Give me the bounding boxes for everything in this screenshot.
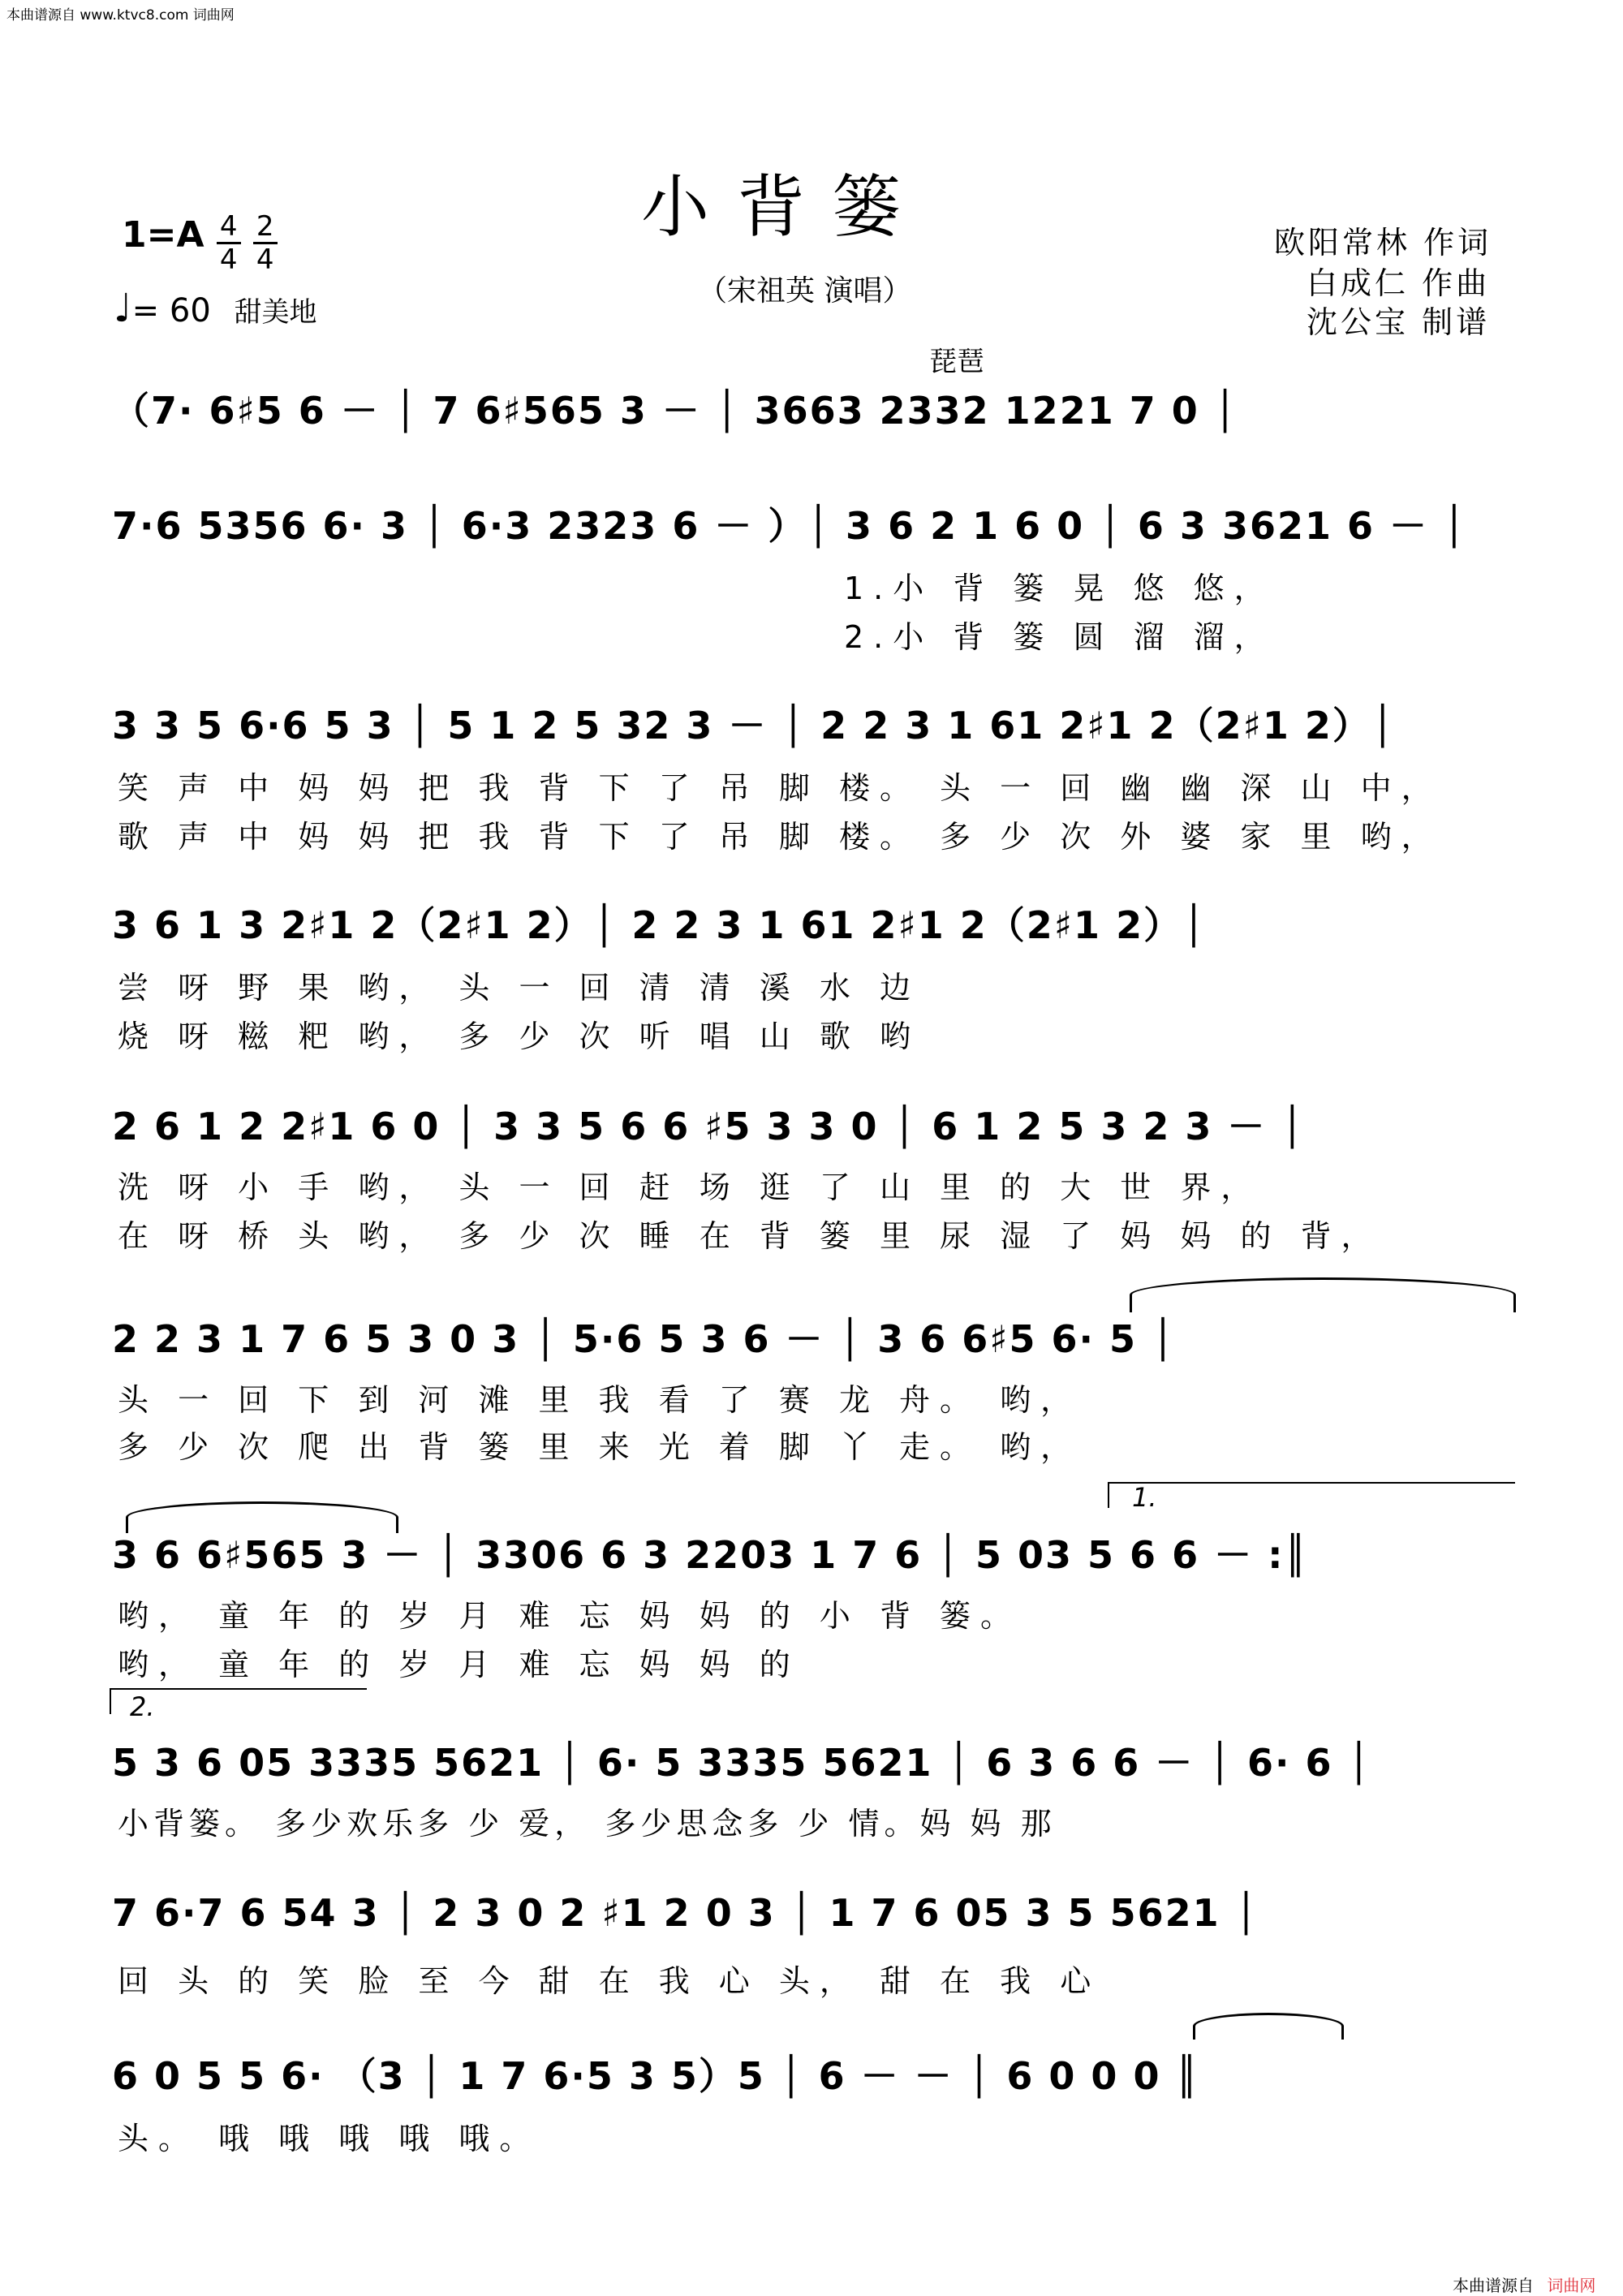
score-row-7-lyrics-2: 哟， 童 年 的 岁 月 难 忘 妈 妈 的 [118, 1647, 800, 1682]
score-row-9-lyrics-1: 回 头 的 笑 脸 至 今 甜 在 我 心 头， 甜 在 我 心 [118, 1963, 1101, 1999]
score-row-8-lyrics-1: 小背篓。 多少欢乐多 少 爱， 多少思念多 少 情。妈 妈 那 [118, 1806, 1057, 1842]
slur [126, 1501, 398, 1533]
volta-1-label: 1. [1132, 1482, 1157, 1513]
score-row-4-lyrics-1: 尝 呀 野 果 哟， 头 一 回 清 清 溪 水 边 [118, 970, 920, 1006]
quarter-note-icon: ♩ [114, 286, 132, 331]
volta-2-label: 2. [130, 1691, 155, 1722]
score-row-6-notes: 2 2 3 1 7 6 5 3 0 3 │ 5·6 5 3 6 － │ 3 6 6♯5 6· 5 │ [112, 1317, 1176, 1361]
score-row-10-lyrics-1: 头。 哦 哦 哦 哦 哦。 [118, 2121, 540, 2156]
slur [1193, 2013, 1344, 2040]
score-row-9-notes: 7 6·7 6 54 3 │ 2 3 0 2 ♯1 2 0 3 │ 1 7 6 05 3 5 5621 │ [112, 1891, 1259, 1935]
score-row-6-lyrics-2: 多 少 次 爬 出 背 篓 里 来 光 着 脚 丫 走。 哟， [118, 1429, 1082, 1465]
watermark-top: 本曲谱源自 www.ktvc8.com 词曲网 [6, 7, 235, 24]
volta-1-bracket [1108, 1482, 1515, 1508]
score-row-2-lyrics-2: 2.小 背 篓 圆 溜 溜， [844, 619, 1275, 655]
score-row-5-lyrics-1: 洗 呀 小 手 哟， 头 一 回 赶 场 逛 了 山 里 的 大 世 界， [118, 1170, 1262, 1205]
watermark-bottom: 本曲谱源自 词曲网 [1453, 2276, 1596, 2295]
key-label: 1=A [122, 214, 204, 256]
expression-marking: 甜美地 [234, 296, 317, 329]
performer: （宋祖英 演唱） [698, 274, 912, 308]
score-row-8-notes: 5 3 6 05 3335 5621 │ 6· 5 3335 5621 │ 6 3 6 6 － │ 6· 6 │ [112, 1741, 1372, 1785]
time-signature-44: $\frac{4}{4}$ [217, 213, 241, 274]
credit-lyricist: 欧阳常林 作词 [1274, 225, 1492, 261]
key-signature-block [122, 210, 278, 276]
score-row-5-lyrics-2: 在 呀 桥 头 哟， 多 少 次 睡 在 背 篓 里 尿 湿 了 妈 妈 的 背， [118, 1218, 1382, 1254]
score-row-7-notes: 3 6 6♯565 3 － │ 3306 6 3 2203 1 7 6 │ 5 03 5 6 6 － :║ [112, 1533, 1309, 1577]
tempo-marking: ♩= 60 甜美地 [114, 286, 317, 331]
score-row-5-notes: 2 6 1 2 2♯1 6 0 │ 3 3 5 6 6 ♯5 3 3 0 │ 6 1 2 5 3 2 3 － │ [112, 1105, 1306, 1148]
credit-composer: 白成仁 作曲 [1307, 265, 1491, 301]
score-row-3-notes: 3 3 5 6·6 5 3 │ 5 1 2 5 32 3 － │ 2 2 3 1 61 2♯1 2（2♯1 2）│ [112, 704, 1396, 747]
score-row-2-lyrics-1: 1.小 背 篓 晃 悠 悠， [844, 571, 1275, 606]
slur [1130, 1277, 1516, 1312]
score-row-10-notes: 6 0 5 5 6· （3 │ 1 7 6·5 3 5）5 │ 6 － － │ 6 0 0 0 ║ [112, 2054, 1200, 2098]
instrument-mark: 琵琶 [929, 346, 984, 378]
score-row-2-notes: 7·6 5356 6· 3 │ 6·3 2323 6 － ）│ 3 6 2 1 6 0 │ 6 3 3621 6 － │ [112, 504, 1467, 548]
credit-transcriber: 沈公宝 制谱 [1307, 304, 1491, 340]
score-row-7-lyrics-1: 哟， 童 年 的 岁 月 难 忘 妈 妈 的 小 背 篓。 [118, 1598, 1022, 1634]
score-row-4-lyrics-2: 烧 呀 糍 粑 哟， 多 少 次 听 唱 山 歌 哟 [118, 1019, 920, 1054]
score-row-3-lyrics-1: 笑 声 中 妈 妈 把 我 背 下 了 吊 脚 楼。 头 一 回 幽 幽 深 山 中， [118, 770, 1442, 806]
score-row-6-lyrics-1: 头 一 回 下 到 河 滩 里 我 看 了 赛 龙 舟。 哟， [118, 1382, 1082, 1418]
time-signature-24: $\frac{2}{4}$ [253, 213, 278, 274]
song-title: 小背篓 [641, 167, 929, 247]
score-row-4-notes: 3 6 1 3 2♯1 2（2♯1 2）│ 2 2 3 1 61 2♯1 2（2♯1 2）│ [112, 903, 1207, 947]
score-row-3-lyrics-2: 歌 声 中 妈 妈 把 我 背 下 了 吊 脚 楼。 多 少 次 外 婆 家 里 哟， [118, 819, 1442, 855]
score-row-1-notes: （7· 6♯5 6 － │ 7 6♯565 3 － │ 3663 2332 1221 7 0 │ [112, 389, 1238, 433]
